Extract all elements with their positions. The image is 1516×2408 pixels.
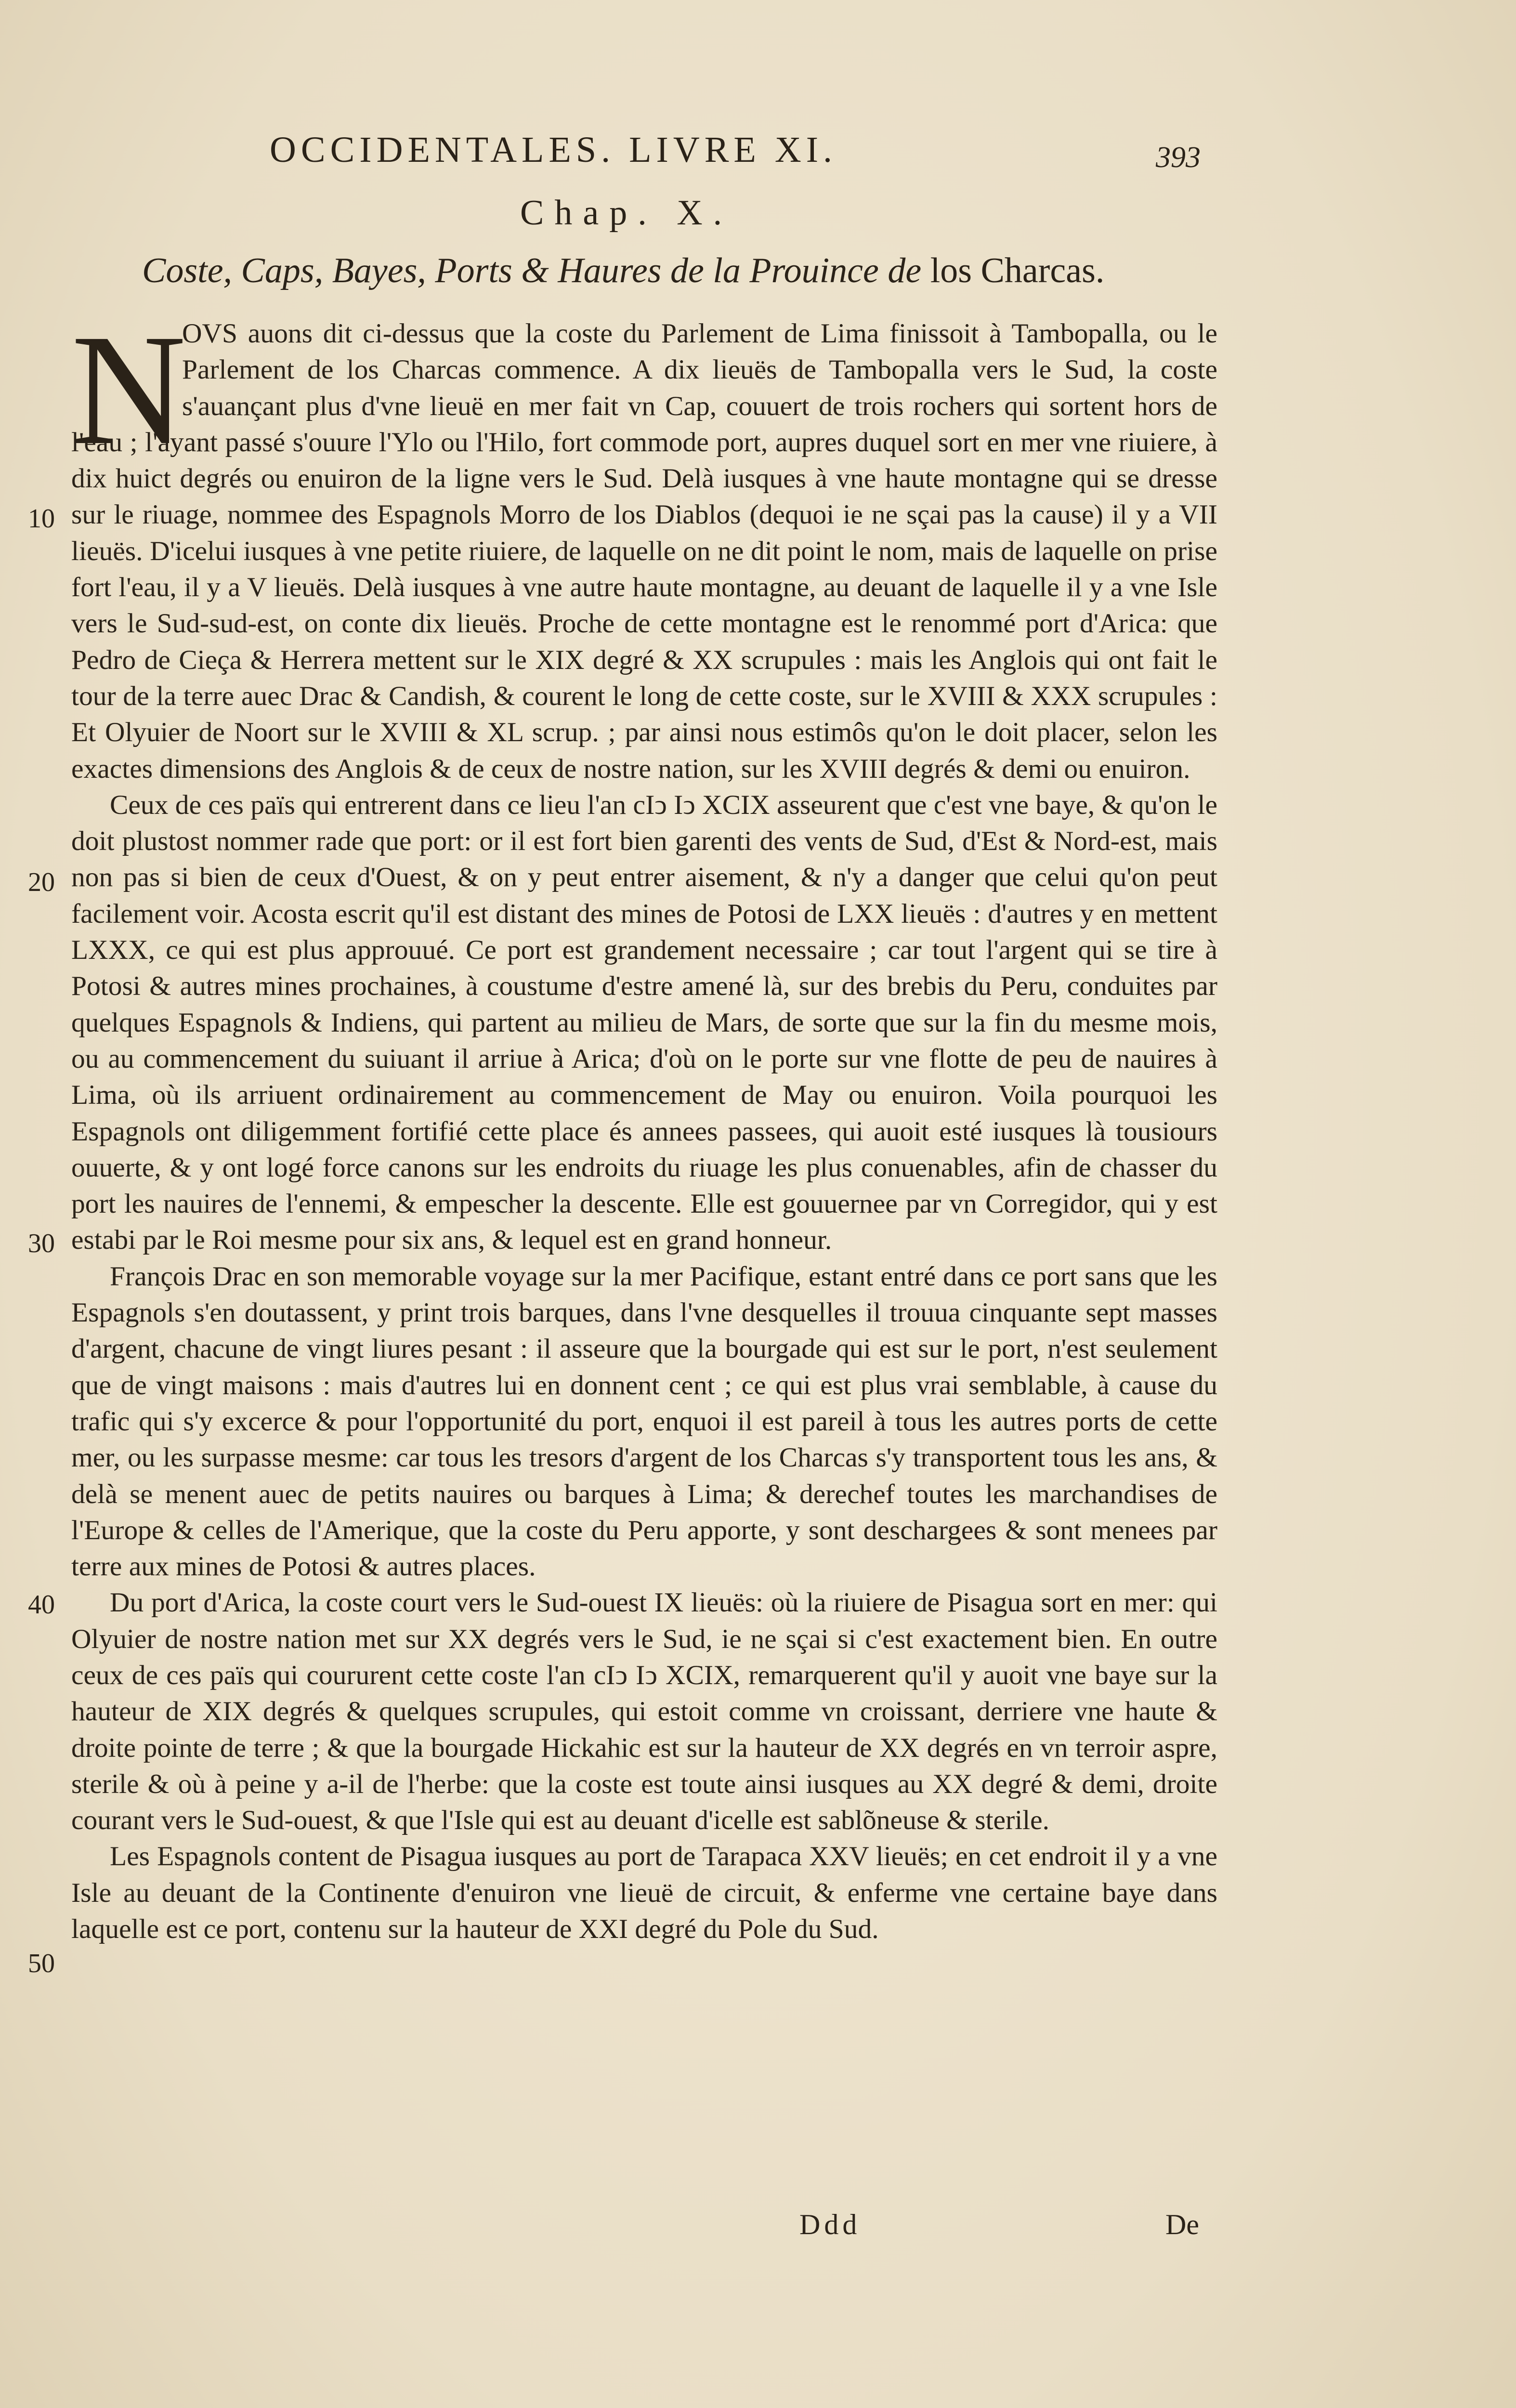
page-number: 393: [1156, 141, 1201, 174]
paragraph-1: OVS auons dit ci-dessus que la coste du Parlement de Lima finissoit à Tambopalla, ou le Parlement de los Charcas commence. A dix lieuës de Tambopalla vers le Sud, la coste s'auançant plus d'vne lieuë en mer fait vn Cap, couuert de trois rochers qui sortent hors de l'eau ; l'ayant passé s'ouure l'Ylo ou l'Hilo, fort commode port, aupres duquel sort en mer vne riuiere, à dix huict degrés ou enuiron de la ligne vers le Sud. Delà iusques à vne haute montagne qui se dresse sur le riuage, nommee des Espagnols Morro de los Diablos (dequoi ie ne sçai pas la cause) il y a VII lieuës. D'icelui iusques à vne petite riuiere, de laquelle on ne dit point le nom, mais de laquelle on prise fort l'eau, il y a V lieuës. Delà iusques à vne autre haute montagne, au deuant de laquelle il y a vne Isle vers le Sud-sud-est, on conte dix lieuës. Proche de cette montagne est le renommé port d'Arica: que Pedro de Cieça & Herrera mettent sur le XIX degré & XX scrupules : mais les Anglois qui ont fait le tour de la terre auec Drac & Candish, & courent le long de cette coste, sur le XVIII & XXX scrupules : Et Olyuier de Noort sur le XVIII & XL scrup. ; par ainsi nous estimôs qu'on le doit placer, selon les exactes dimensions des Anglois & de ceux de nostre nation, sur les XVIII degrés & demi ou enuiron.: [71, 318, 1217, 784]
paragraph-2: Ceux de ces païs qui entrerent dans ce lieu l'an cIↄ Iↄ XCIX asseurent que c'est vne baye, & qu'on le doit plustost nommer rade que port: or il est fort bien garenti des vents de Sud, d'Est & Nord-est, mais non pas si bien de ceux d'Ouest, & on y peut entrer aisement, & n'y a danger que celui qu'on peut facilement voir. Acosta escrit qu'il est distant des mines de Potosi de LXX lieuës : d'autres y en mettent LXXX, ce qui est plus approuué. Ce port est grandement necessaire ; car tout l'argent qui se tire à Potosi & autres mines prochaines, à coustume d'estre amené là, sur des brebis du Peru, conduites par quelques Espagnols & Indiens, qui partent au milieu de Mars, de sorte que sur la fin du mesme mois, ou au commencement du suiuant il arriue à Arica; d'où on le porte sur vne flotte de peu de nauires à Lima, où ils arriuent ordinairement au commencement de May ou enuiron. Voila pourquoi les Espagnols ont diligemment fortifié cette place és annees passees, qui auoit esté iusques là tousiours ouuerte, & y ont logé force canons sur les endroits du riuage les plus conuenables, afin de chasser du port les nauires de l'ennemi, & empescher la descente. Elle est gouuernee par vn Corregidor, qui y est estabi par le Roi mesme pour six ans, & lequel est en grand honneur.: [71, 789, 1217, 1256]
margin-line-number: 20: [28, 867, 55, 897]
drop-cap: N: [71, 302, 186, 478]
margin-line-number: 40: [28, 1590, 55, 1620]
chapter-title: [142, 250, 1250, 291]
running-head: OCCIDENTALES. LIVRE XI.: [270, 130, 837, 170]
paragraph-5: Les Espagnols content de Pisagua iusques au port de Tarapaca XXV lieuës; en cet endroit il y a vne Isle au deuant de la Continente d'enuiron vne lieuë de circuit, & enferme vne certaine baye dans laquelle est ce port, contenu sur la hauteur de XXI degré du Pole du Sud.: [71, 1841, 1217, 1945]
body-text: [71, 315, 1217, 1947]
signature-mark: Ddd: [799, 2209, 861, 2240]
margin-line-number: 10: [28, 504, 55, 534]
paragraph-4: Du port d'Arica, la coste court vers le Sud-ouest IX lieuës: où la riuiere de Pisagua sort en mer: qui Olyuier de nostre nation met sur XX degrés vers le Sud, ie ne sçai si c'est exactement bien. En outre ceux de ces païs qui coururent cette coste l'an cIↄ Iↄ XCIX, remarquerent qu'il y auoit vne baye sur la hauteur de XIX degrés & quelques scrupules, qui estoit comme vn croissant, derriere vne haute & droite pointe de terre ; & que la bourgade Hickahic est sur la hauteur de XX degrés en vn terroir aspre, sterile & où à peine y a-il de l'herbe: que la coste est toute ainsi iusques au XX degré & demi, droite courant vers le Sud-ouest, & que l'Isle qui est au deuant d'icelle est sablõneuse & sterile.: [71, 1587, 1217, 1836]
paragraph-3: François Drac en son memorable voyage sur la mer Pacifique, estant entré dans ce port sans que les Espagnols s'en doutassent, y print trois barques, dans l'vne desquelles il trouua cinquante sept masses d'argent, chacune de vingt liures pesant : il asseure que la bourgade qui est sur le port, n'est seulement que de vingt maisons : mais d'autres lui en donnent cent ; ce qui est plus vrai semblable, à cause du trafic qui s'y excerce & pour l'opportunité du port, enquoi il est pareil à tous les autres ports de cette mer, ou les surpasse mesme: car tous les tresors d'argent de los Charcas s'y transportent tous les ans, & delà se menent auec de petits nauires ou barques à Lima; & derechef toutes les marchandises de l'Europe & celles de l'Amerique, que la coste du Peru apporte, y sont deschargees & sont menees par terre aux mines de Potosi & autres places.: [71, 1261, 1217, 1582]
margin-line-number: 50: [28, 1949, 55, 1978]
catchword: De: [1165, 2209, 1199, 2240]
chapter-title-italic: Coste, Caps, Bayes, Ports & Haures de la Prouince de: [142, 251, 922, 290]
chapter-label: Chap. X.: [520, 193, 733, 233]
margin-line-number: 30: [28, 1229, 55, 1258]
chapter-title-roman: los Charcas.: [930, 251, 1105, 290]
